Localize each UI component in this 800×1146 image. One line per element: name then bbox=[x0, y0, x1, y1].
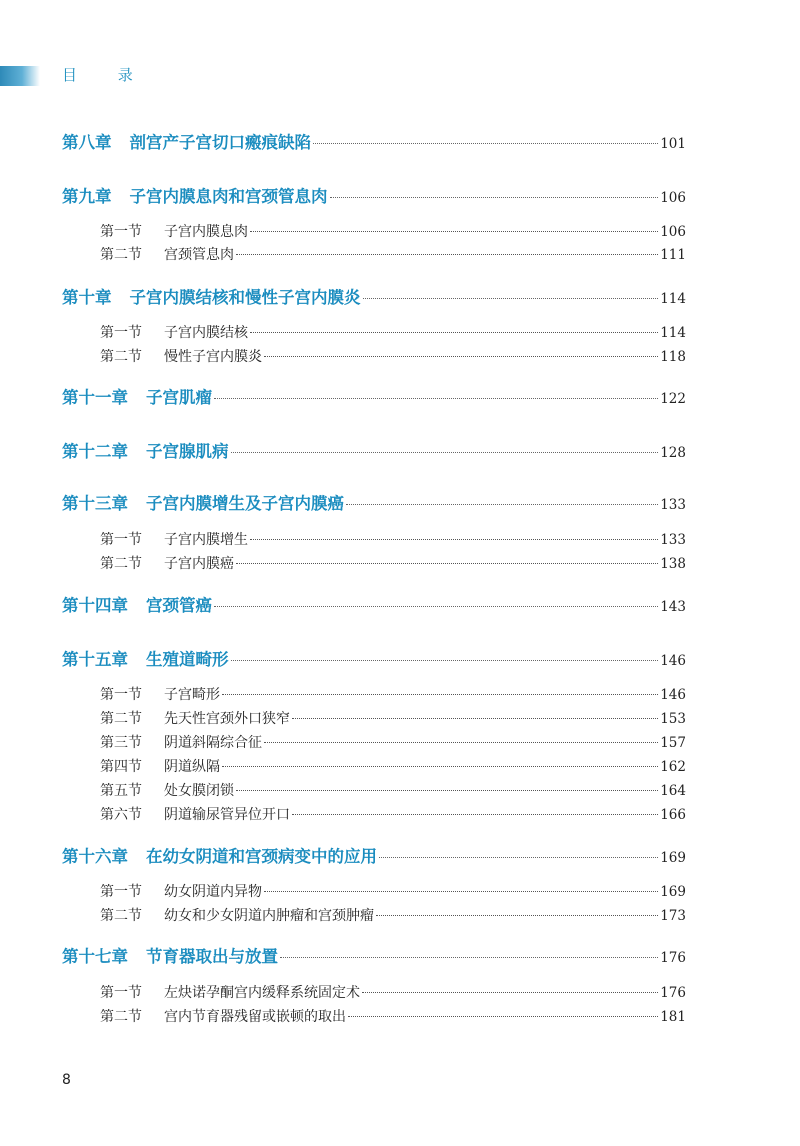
dot-leader bbox=[264, 741, 658, 743]
entry-page-number: 157 bbox=[660, 735, 686, 751]
entry-page-number: 166 bbox=[660, 807, 686, 823]
page-number: 8 bbox=[62, 1072, 71, 1088]
dot-leader bbox=[346, 503, 658, 505]
section-number: 第一节 bbox=[100, 687, 142, 703]
section-title: 阴道斜隔综合征 bbox=[164, 735, 262, 751]
entry-page-number: 169 bbox=[660, 884, 686, 900]
header-accent-bar bbox=[0, 66, 40, 86]
section-number: 第二节 bbox=[100, 247, 142, 263]
section-title: 子宫内膜结核 bbox=[164, 325, 248, 341]
chapter-title: 子宫内膜结核和慢性子宫内膜炎 bbox=[129, 288, 361, 307]
toc-section-entry[interactable] bbox=[62, 244, 686, 264]
section-title: 宫内节育器残留或嵌顿的取出 bbox=[164, 1009, 346, 1025]
toc-section-entry[interactable] bbox=[62, 780, 686, 800]
dot-leader bbox=[379, 856, 658, 858]
section-title: 慢性子宫内膜炎 bbox=[164, 349, 262, 365]
dot-leader bbox=[280, 956, 658, 958]
dot-leader bbox=[231, 659, 659, 661]
chapter-number: 第十章 bbox=[62, 288, 112, 307]
dot-leader bbox=[250, 331, 658, 333]
toc-chapter-entry[interactable] bbox=[62, 943, 686, 967]
dot-leader bbox=[222, 765, 658, 767]
dot-leader bbox=[363, 297, 659, 299]
section-number: 第一节 bbox=[100, 884, 142, 900]
toc-section-entry[interactable] bbox=[62, 322, 686, 342]
section-title: 处女膜闭锁 bbox=[164, 783, 234, 799]
chapter-number: 第十三章 bbox=[62, 494, 128, 513]
section-number: 第一节 bbox=[100, 532, 142, 548]
entry-page-number: 143 bbox=[660, 599, 686, 615]
section-number: 第一节 bbox=[100, 985, 142, 1001]
dot-leader bbox=[313, 142, 658, 144]
chapter-title: 子宫腺肌病 bbox=[146, 442, 229, 461]
toc-chapter-entry[interactable] bbox=[62, 490, 686, 514]
entry-page-number: 153 bbox=[660, 711, 686, 727]
entry-page-number: 181 bbox=[660, 1009, 686, 1025]
dot-leader bbox=[222, 693, 658, 695]
entry-page-number: 173 bbox=[660, 908, 686, 924]
entry-page-number: 114 bbox=[660, 325, 686, 341]
toc-section-entry[interactable] bbox=[62, 756, 686, 776]
entry-page-number: 111 bbox=[660, 247, 686, 263]
dot-leader bbox=[264, 355, 658, 357]
toc-chapter-entry[interactable] bbox=[62, 183, 686, 207]
entry-page-number: 146 bbox=[660, 687, 686, 703]
toc-section-entry[interactable] bbox=[62, 804, 686, 824]
entry-page-number: 146 bbox=[660, 653, 686, 669]
chapter-number: 第八章 bbox=[62, 133, 112, 152]
toc-section-entry[interactable] bbox=[62, 1006, 686, 1026]
section-number: 第一节 bbox=[100, 224, 142, 240]
section-title: 子宫内膜息肉 bbox=[164, 224, 248, 240]
section-title: 子宫内膜增生 bbox=[164, 532, 248, 548]
chapter-title: 节育器取出与放置 bbox=[146, 947, 278, 966]
chapter-title: 生殖道畸形 bbox=[146, 650, 229, 669]
dot-leader bbox=[214, 605, 658, 607]
toc-chapter-entry[interactable] bbox=[62, 843, 686, 867]
dot-leader bbox=[292, 813, 658, 815]
dot-leader bbox=[362, 991, 658, 993]
section-number: 第四节 bbox=[100, 759, 142, 775]
dot-leader bbox=[264, 890, 658, 892]
chapter-number: 第十一章 bbox=[62, 388, 128, 407]
section-title: 宫颈管息肉 bbox=[164, 247, 234, 263]
chapter-number: 第十六章 bbox=[62, 847, 128, 866]
chapter-title: 子宫内膜增生及子宫内膜癌 bbox=[146, 494, 344, 513]
dot-leader bbox=[236, 562, 658, 564]
entry-page-number: 122 bbox=[660, 391, 686, 407]
dot-leader bbox=[236, 253, 658, 255]
dot-leader bbox=[214, 397, 658, 399]
chapter-title: 剖宫产子宫切口瘢痕缺陷 bbox=[129, 133, 311, 152]
chapter-title: 子宫肌瘤 bbox=[146, 388, 212, 407]
toc-section-entry[interactable] bbox=[62, 221, 686, 241]
dot-leader bbox=[348, 1015, 658, 1017]
section-number: 第六节 bbox=[100, 807, 142, 823]
section-number: 第二节 bbox=[100, 908, 142, 924]
dot-leader bbox=[330, 196, 659, 198]
entry-page-number: 101 bbox=[660, 136, 686, 152]
entry-page-number: 176 bbox=[660, 985, 686, 1001]
section-title: 子宫畸形 bbox=[164, 687, 220, 703]
section-title: 阴道纵隔 bbox=[164, 759, 220, 775]
entry-page-number: 118 bbox=[660, 349, 686, 365]
entry-page-number: 114 bbox=[660, 291, 686, 307]
toc-chapter-entry[interactable] bbox=[62, 592, 686, 616]
entry-page-number: 128 bbox=[660, 445, 686, 461]
dot-leader bbox=[250, 538, 658, 540]
section-title: 子宫内膜癌 bbox=[164, 556, 234, 572]
dot-leader bbox=[292, 717, 658, 719]
entry-page-number: 106 bbox=[660, 224, 686, 240]
chapter-number: 第十七章 bbox=[62, 947, 128, 966]
entry-page-number: 176 bbox=[660, 950, 686, 966]
toc-section-entry[interactable] bbox=[62, 346, 686, 366]
entry-page-number: 133 bbox=[660, 532, 686, 548]
section-number: 第二节 bbox=[100, 1009, 142, 1025]
toc-section-entry[interactable] bbox=[62, 881, 686, 901]
entry-page-number: 162 bbox=[660, 759, 686, 775]
toc-section-entry[interactable] bbox=[62, 905, 686, 925]
dot-leader bbox=[376, 914, 658, 916]
toc-section-entry[interactable] bbox=[62, 553, 686, 573]
chapter-title: 子宫内膜息肉和宫颈管息肉 bbox=[129, 187, 328, 206]
section-title: 幼女阴道内异物 bbox=[164, 884, 262, 900]
page-title: 目 录 bbox=[62, 66, 151, 84]
section-title: 先天性宫颈外口狭窄 bbox=[164, 711, 290, 727]
chapter-number: 第九章 bbox=[62, 187, 112, 206]
section-number: 第三节 bbox=[100, 735, 142, 751]
entry-page-number: 133 bbox=[660, 497, 686, 513]
entry-page-number: 106 bbox=[660, 190, 686, 206]
toc-section-entry[interactable] bbox=[62, 708, 686, 728]
entry-page-number: 169 bbox=[660, 850, 686, 866]
section-title: 阴道输尿管异位开口 bbox=[164, 807, 290, 823]
toc-section-entry[interactable] bbox=[62, 982, 686, 1002]
toc-chapter-entry[interactable] bbox=[62, 384, 686, 408]
toc-chapter-entry[interactable] bbox=[62, 129, 686, 153]
section-number: 第二节 bbox=[100, 711, 142, 727]
toc-chapter-entry[interactable] bbox=[62, 646, 686, 670]
toc-section-entry[interactable] bbox=[62, 732, 686, 752]
toc-section-entry[interactable] bbox=[62, 529, 686, 549]
section-number: 第二节 bbox=[100, 556, 142, 572]
section-title: 左炔诺孕酮宫内缓释系统固定术 bbox=[164, 985, 360, 1001]
chapter-number: 第十四章 bbox=[62, 596, 128, 615]
chapter-title: 在幼女阴道和宫颈病变中的应用 bbox=[146, 847, 377, 866]
section-number: 第五节 bbox=[100, 783, 142, 799]
entry-page-number: 164 bbox=[660, 783, 686, 799]
section-title: 幼女和少女阴道内肿瘤和宫颈肿瘤 bbox=[164, 908, 374, 924]
entry-page-number: 138 bbox=[660, 556, 686, 572]
chapter-number: 第十五章 bbox=[62, 650, 128, 669]
chapter-number: 第十二章 bbox=[62, 442, 128, 461]
dot-leader bbox=[231, 451, 659, 453]
section-number: 第一节 bbox=[100, 325, 142, 341]
dot-leader bbox=[250, 230, 658, 232]
chapter-title: 宫颈管癌 bbox=[146, 596, 212, 615]
toc-chapter-entry[interactable] bbox=[62, 438, 686, 462]
toc-chapter-entry[interactable] bbox=[62, 284, 686, 308]
dot-leader bbox=[236, 789, 658, 791]
section-number: 第二节 bbox=[100, 349, 142, 365]
toc-section-entry[interactable] bbox=[62, 684, 686, 704]
